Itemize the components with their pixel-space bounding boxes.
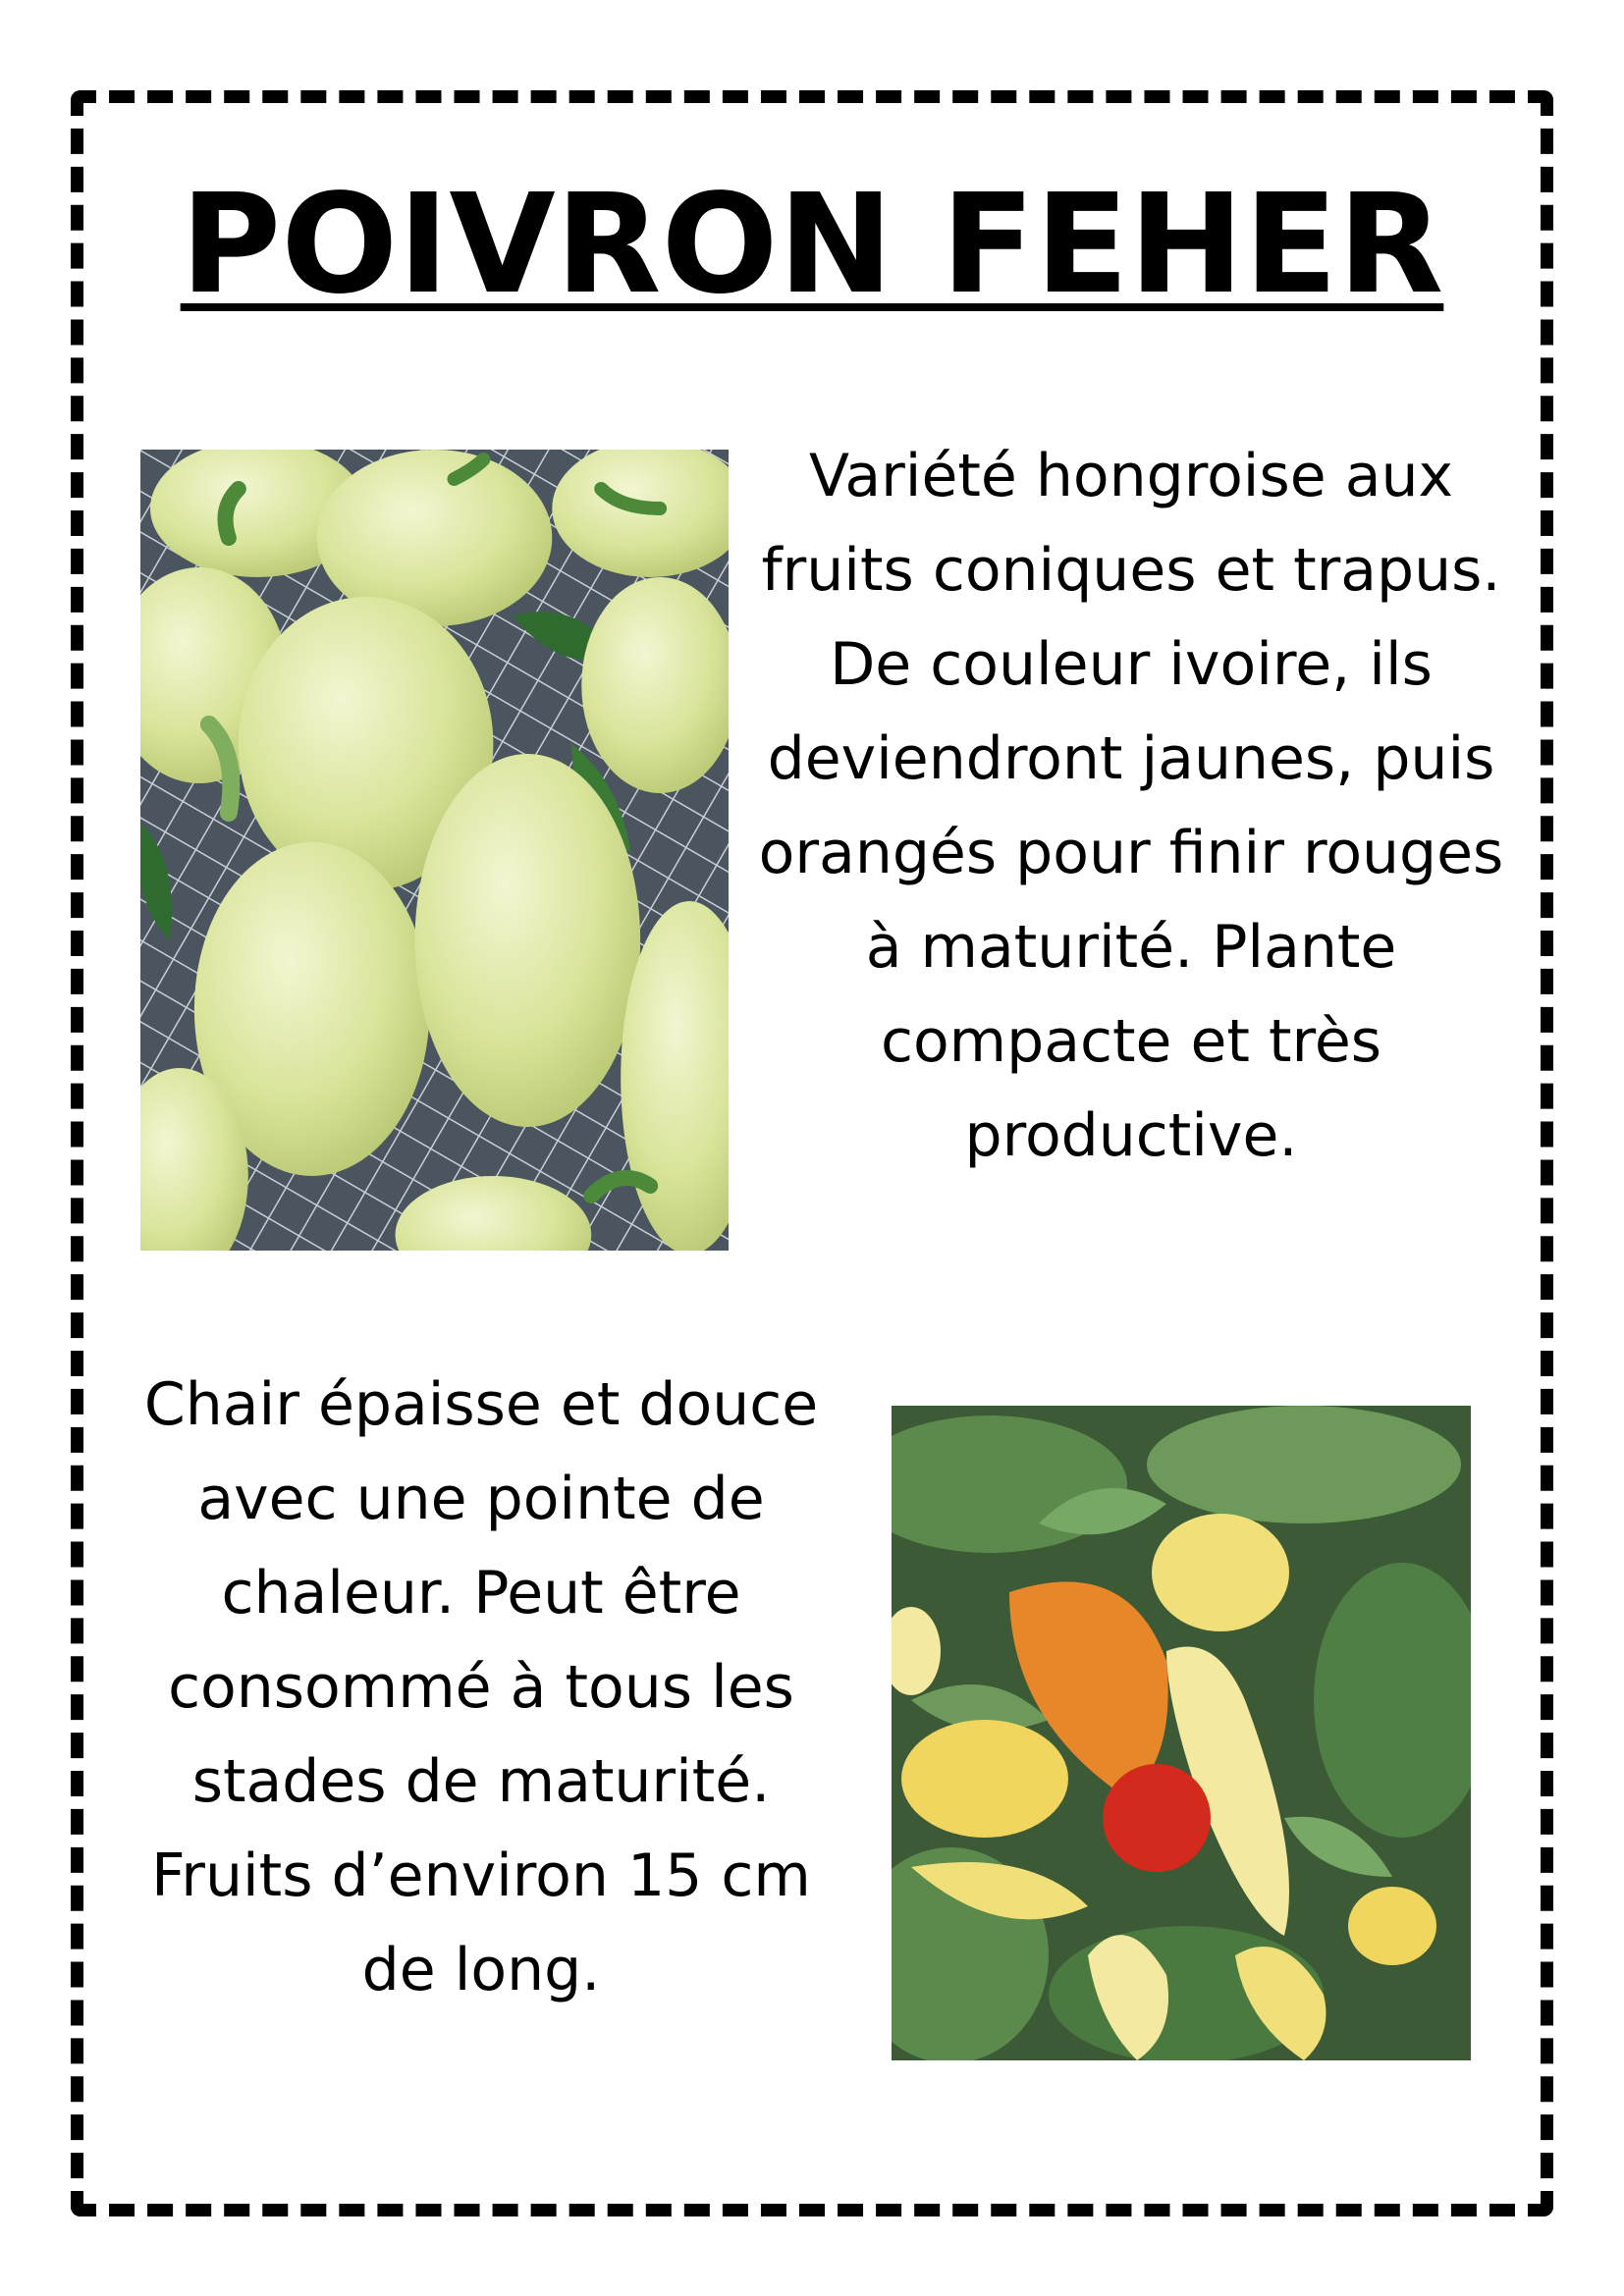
description-flesh: Chair épaisse et douce avec une pointe de chaleur. Peut être consommé à tous les stades de maturité. Fruits d’environ 15 cm de long. bbox=[143, 1370, 819, 2004]
description-variety: Variété hongroise aux fruits coniques et trapus. De couleur ivoire, ils deviendront jaunes, puis orangés pour finir rouges à maturité. Plante compacte et très productive. bbox=[758, 442, 1504, 1170]
ripening-peppers-plant-photo bbox=[892, 1406, 1471, 2060]
page-title bbox=[0, 162, 1624, 329]
ivory-peppers-photo bbox=[140, 450, 729, 1251]
page-title-text: POIVRON FEHER bbox=[180, 165, 1444, 325]
